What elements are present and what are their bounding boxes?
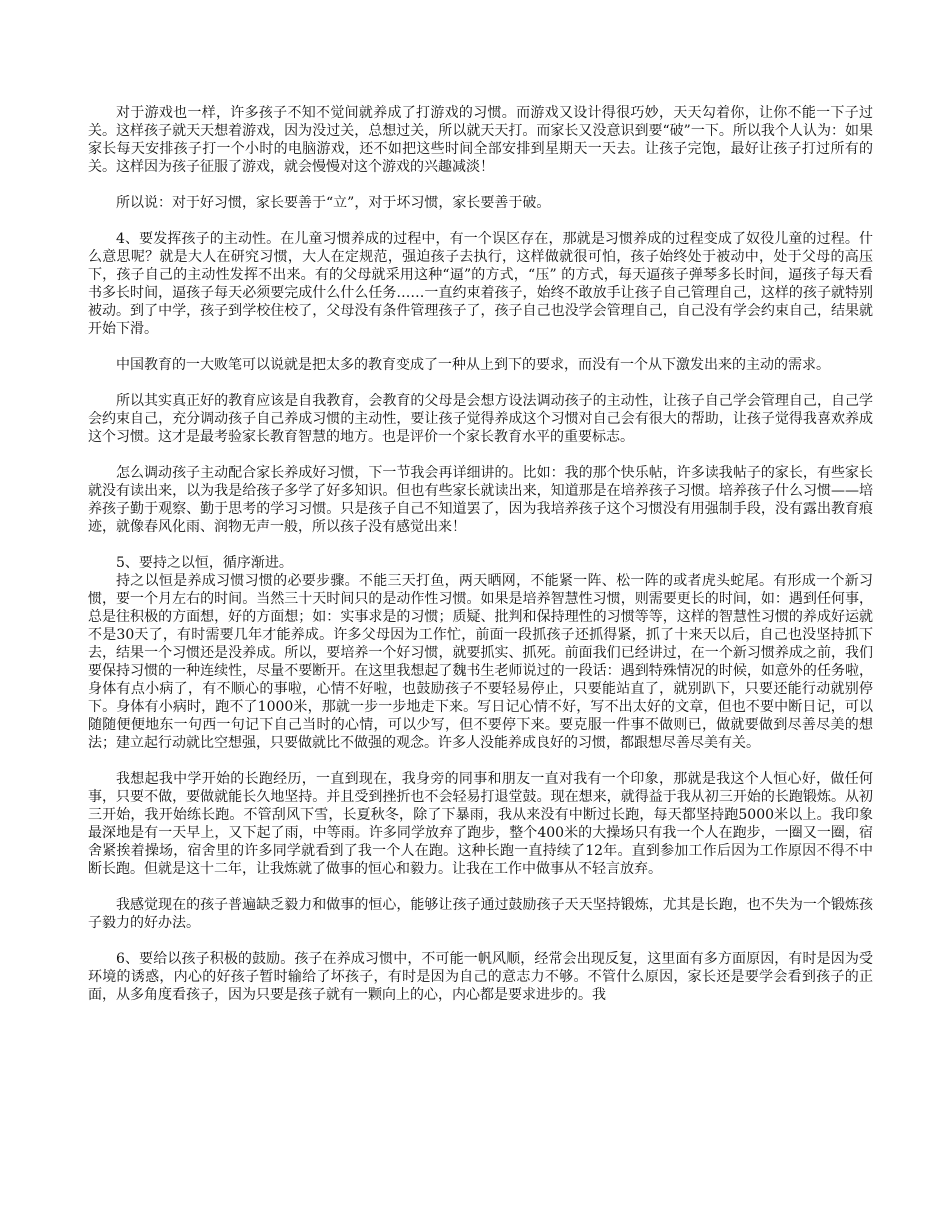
- paragraph-running-story: 我想起我中学开始的长跑经历，一直到现在，我身旁的同事和朋友一直对我有一个印象，那就是我这个人恒心好，做任何事，只要不做，要做就能长久地坚持。并且受到挫折也不会轻易打退堂鼓。现在想来，就得益于我从初三开始的长跑锻炼。从初三开始，我开始练长跑。不管刮风下雪，长夏秋冬，除了下暴雨，我从来没有中断过长跑，每天都坚持跑5000米以上。我印象最深地是有一天早上，又下起了雨，中等雨。许多同学放弃了跑步，整个400米的大操场只有我一个人在跑步，一圈又一圈，宿舍紧挨着操场，宿舍里的许多同学就看到了我一个人在跑。这种长跑一直持续了12年。直到参加工作后因为工作原因不得不中断长跑。但就是这十二年，让我炼就了做事的恒心和毅力。让我在工作中做事从不轻言放弃。: [88, 771, 873, 877]
- paragraph-self-education: 所以其实真正好的教育应该是自我教育，会教育的父母是会想方设法调动孩子的主动性，让孩子自己学会管理自己，自己学会约束自己，充分调动孩子自己养成习惯的主动性，要让孩子觉得养成这个习惯对自己会有很大的帮助，让孩子觉得我喜欢养成这个习惯。这才是最考验家长教育智慧的地方。也是评价一个家长教育水平的重要标志。: [88, 393, 873, 445]
- paragraph-summary: 所以说：对于好习惯，家长要善于“立”，对于坏习惯，家长要善于破。: [116, 195, 551, 211]
- paragraph-point-4: 4、要发挥孩子的主动性。在儿童习惯养成的过程中，有一个误区存在，那就是习惯养成的过程变成了奴役儿童的过程。什么意思呢？就是大人在研究习惯，大人在定规范，强迫孩子去执行，这样做就很可怕，孩子始终处于被动中，处于父母的高压下，孩子自己的主动性发挥不出来。有的父母就采用这种“逼”的方式，“压” 的方式，每天逼孩子弹琴多长时间，逼孩子每天看书多长时间，逼孩子每天必须要完成什么什么任务……一直约束着孩子，始终不敢放手让孩子自己管理自己，这样的孩子就特别被动。到了中学，孩子到学校住校了，父母没有条件管理孩子了，孩子自己也没学会管理自己，自己没有学会约束自己，结果就开始下滑。: [88, 231, 873, 337]
- paragraph-persistence: 持之以恒是养成习惯习惯的必要步骤。不能三天打鱼，两天晒网，不能紧一阵、松一阵的或者虎头蛇尾。有形成一个新习惯，要一个月左右的时间。当然三十天时间只的是动作性习惯。如果是培养智慧性习惯，则需要更长的时间，如：遇到任何事，总是往积极的方面想，好的方面想；如：实事求是的习惯；质疑、批判和保持理性的习惯等等，这样的智慧性习惯的养成好运就不是30天了，有时需要几年才能养成。许多父母因为工作忙，前面一段抓孩子还抓得紧，抓了十来天以后，自己也没坚持抓下去，结果一个习惯还是没养成。所以，要培养一个好习惯，就要抓实、抓死。前面我们已经讲过，在一个新习惯养成之前，我们要保持习惯的一种连续性，尽量不要断开。在这里我想起了魏书生老师说过的一段话：遇到特殊情况的时候，如意外的任务啦，身体有点小病了，有不顺心的事啦，心情不好啦，也鼓励孩子不要轻易停止，只要能站直了，就别趴下，只要还能行动就别停下。身体有小病时，跑不了1000米，那就一步一步地走下来。写日记心情不好，写不出太好的文章，但也不要中断日记，可以随随便便地东一句西一句记下自己当时的心情，可以少写，但不要停下来。要克服一件事不做则已，做就要做到尽善尽美的想法；建立起行动就比空想强，只要做就比不做强的观念。许多人没能养成良好的习惯，都跟想尽善尽美有关。: [88, 573, 873, 751]
- paragraph-education-failure: 中国教育的一大败笔可以说就是把太多的教育变成了一种从上到下的要求，而没有一个从下激发出来的主动的需求。: [116, 357, 830, 373]
- document-page: [88, 104, 873, 1022]
- paragraph-perseverance: 我感觉现在的孩子普遍缺乏毅力和做事的恒心，能够让孩子通过鼓励孩子天天坚持锻炼，尤其是长跑，也不失为一个锻炼孩子毅力的好办法。: [88, 897, 873, 931]
- paragraph-point-6: 6、要给以孩子积极的鼓励。孩子在养成习惯中，不可能一帆风顺，经常会出现反复，这里面有多方面原因，有时是因为受环境的诱惑，内心的好孩子暂时输给了坏孩子，有时是因为自己的意志力不够。不管什么原因，家长还是要学会看到孩子的正面，从多角度看孩子，因为只要是孩子就有一颗向上的心，内心都是要求进步的。我: [88, 951, 873, 1003]
- paragraph-games: 对于游戏也一样，许多孩子不知不觉间就养成了打游戏的习惯。而游戏又设计得很巧妙，天天勾着你，让你不能一下子过关。这样孩子就天天想着游戏，因为没过关，总想过关，所以就天天打。而家长又没意识到要“破”一下。所以我个人认为：如果家长每天安排孩子打一个小时的电脑游戏，还不如把这些时间全部安排到星期天一天去。让孩子完饱，最好让孩子打过所有的关。这样因为孩子征服了游戏，就会慢慢对这个游戏的兴趣减淡！: [88, 105, 873, 175]
- heading-point-5: 5、要持之以恒，循序渐进。: [116, 555, 293, 571]
- paragraph-happy-post: 怎么调动孩子主动配合家长养成好习惯，下一节我会再详细讲的。比如：我的那个快乐帖，许多读我帖子的家长，有些家长就没有读出来，以为我是给孩子多学了好多知识。但也有些家长就读出来，知道那是在培养孩子习惯。培养孩子什么习惯——培养孩子勤于观察、勤于思考的学习习惯。只是孩子自己不知道罢了，因为我培养孩子这个习惯没有用强制手段，没有露出教育痕迹，就像春风化雨、润物无声一般，所以孩子没有感觉出来！: [88, 465, 873, 535]
